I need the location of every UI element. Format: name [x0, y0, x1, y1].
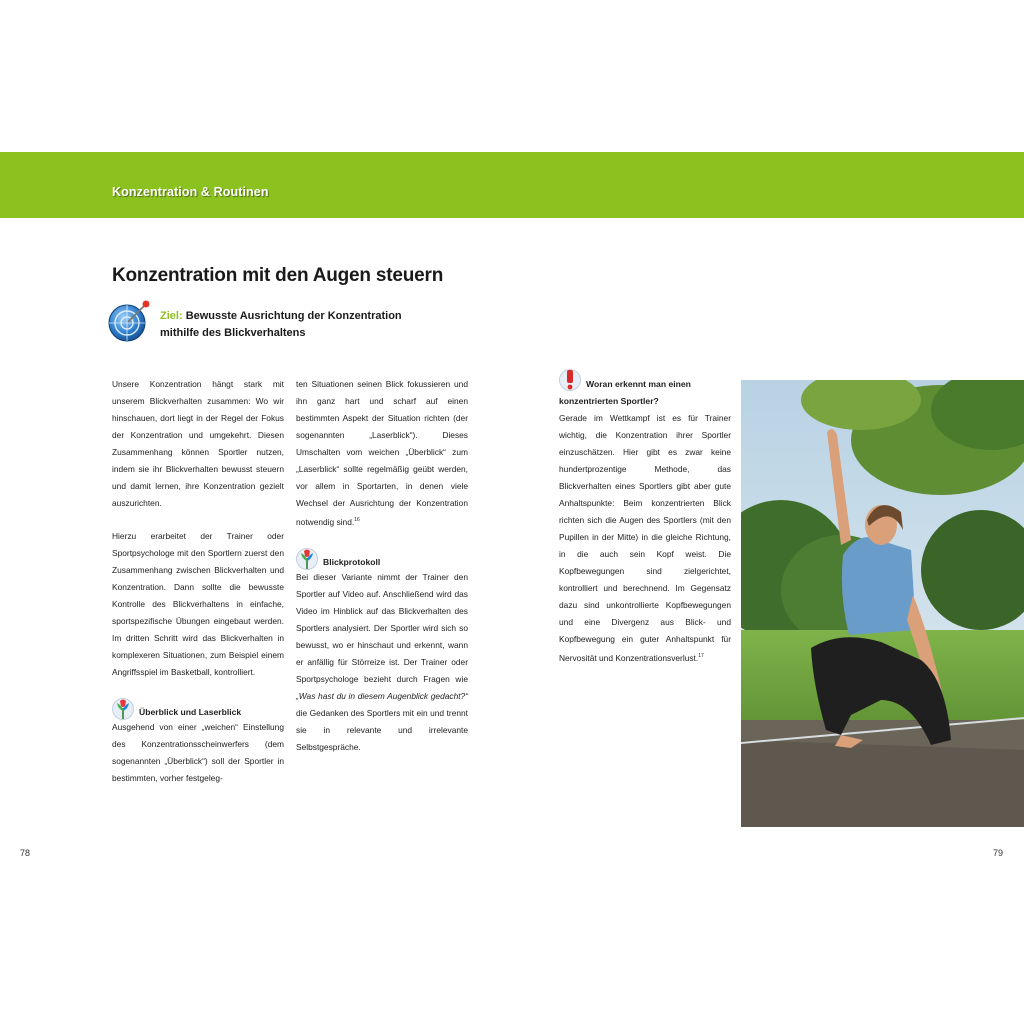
- paragraph-text: die Gedanken des Sportlers mit ein und trennt sie in relevante und irrelevante Selbstgespräche.: [296, 707, 468, 752]
- paragraph: [559, 410, 731, 667]
- subheading-ueberblick: [112, 697, 284, 721]
- paragraph: [296, 376, 468, 531]
- page-number-left: 78: [20, 848, 31, 858]
- subheading-label: Blickprotokoll: [323, 556, 381, 567]
- goal-box: [160, 308, 402, 342]
- subheading-label: Überblick und Laserblick: [139, 707, 242, 717]
- subheading-line-2: konzentrierten Sportler?: [559, 396, 659, 406]
- tulip-icon: [296, 547, 318, 571]
- goal-line-2: mithilfe des Blickverhaltens: [160, 327, 306, 339]
- paragraph: [296, 569, 468, 756]
- exclamation-icon: [559, 368, 581, 392]
- paragraph: Unsere Konzentration hängt stark mit unserem Blickverhalten zusammen: Wo wir hinschauen, dort liegt in der Regel der Fokus der Konzentration und umgekehrt. Diesen Zusammenhang können Sportler nutzen, indem sie ihr Blickverhalten bewusst steuern und damit lernen, ihre Konzentration gezielt auszurichten.: [112, 379, 284, 508]
- goal-line-1: Bewusste Ausrichtung der Konzentration: [185, 310, 402, 322]
- page-number-right: 79: [993, 848, 1004, 858]
- column-1: [112, 376, 284, 803]
- paragraph: Hierzu erarbeitet der Trainer oder Sportpsychologe mit den Sportlern zuerst den Zusammenhang zwischen Blickverhalten und Konzentration. Dann sollte die bewusste Kontrolle des Blickverhaltens in einfache, sportspezifische Übungen eingebaut werden. Im dritten Schritt wird das Blickverhalten in komplexeren Situationen, zum Beispiel einem Angriffsspiel im Basketball, kontrolliert.: [112, 531, 284, 677]
- photo-slackline-athlete: [741, 380, 1024, 827]
- section-title: Konzentration & Routinen: [112, 185, 269, 199]
- quote: „Was hast du in diesem Augenblick gedacht?“: [296, 690, 468, 701]
- footnote-ref: 16: [354, 517, 360, 523]
- article-title: Konzentration mit den Augen steuern: [112, 265, 444, 286]
- footnote-ref: 17: [698, 653, 704, 659]
- paragraph-text: Bei dieser Variante nimmt der Trainer den Sportler auf Video auf. Anschließend wird das Video im Hinblick auf das Blickverhalten des Sportlers analysiert. Der Sportler wird sich so bewusst, wo er hinschaut und erkennt, wann er anfällig für Störreize ist. Der Trainer oder Sportpsychologe bezieht durch Fragen wie: [296, 571, 468, 684]
- target-dart-icon: [106, 296, 154, 344]
- subheading-line-1: Woran erkennt man einen: [586, 379, 691, 389]
- subheading-woran: [559, 376, 731, 393]
- paragraph-text: ten Situationen seinen Blick fokussieren und ihn ganz hart und scharf auf einen bestimmten Aspekt der Situation richten (der sogenannten „Laserblick“). Dieses Umschalten vom weichen „Überblick“ zum „Laserblick“ sollte regelmäßig geübt werden, vor allem in Sportarten, in denen viele Wechsel der Ausrichtung der Konzentration notwendig sind.: [296, 379, 468, 527]
- tulip-icon: [112, 697, 134, 721]
- paragraph-text: Gerade im Wettkampf ist es für Trainer wichtig, die Konzentration ihrer Sportler einzuschätzen. Hier gibt es zwar keine hundertprozentige Methode, das Blickverhalten eines Sportlers gibt aber gute Anhaltspunkte: Beim konzentrierten Blick richten sich die Augen des Sportlers (mit den Pupillen in der Mitte) in die gleiche Richtung, in die auch sein Kopf weist. Die Kopfbewegungen sind zielgerichtet, kontrolliert und berechnend. Im Gegensatz dazu sind unkontrollierte Kopfbewegungen und eine Divergenz aus Blick- und Kopfbewegung ein guter Anhaltspunkt für Nervosität und Konzentrationsverlust.: [559, 413, 731, 663]
- column-2: [296, 376, 468, 772]
- paragraph: Ausgehend von einer „weichen“ Einstellung des Konzentrationsscheinwerfers (dem sogenannten „Überblick“) soll der Sportler in bestimmten, vorher festgeleg-: [112, 722, 284, 783]
- goal-prefix: Ziel:: [160, 310, 183, 322]
- subheading-blickprotokoll: [296, 547, 468, 571]
- column-3: [559, 376, 731, 683]
